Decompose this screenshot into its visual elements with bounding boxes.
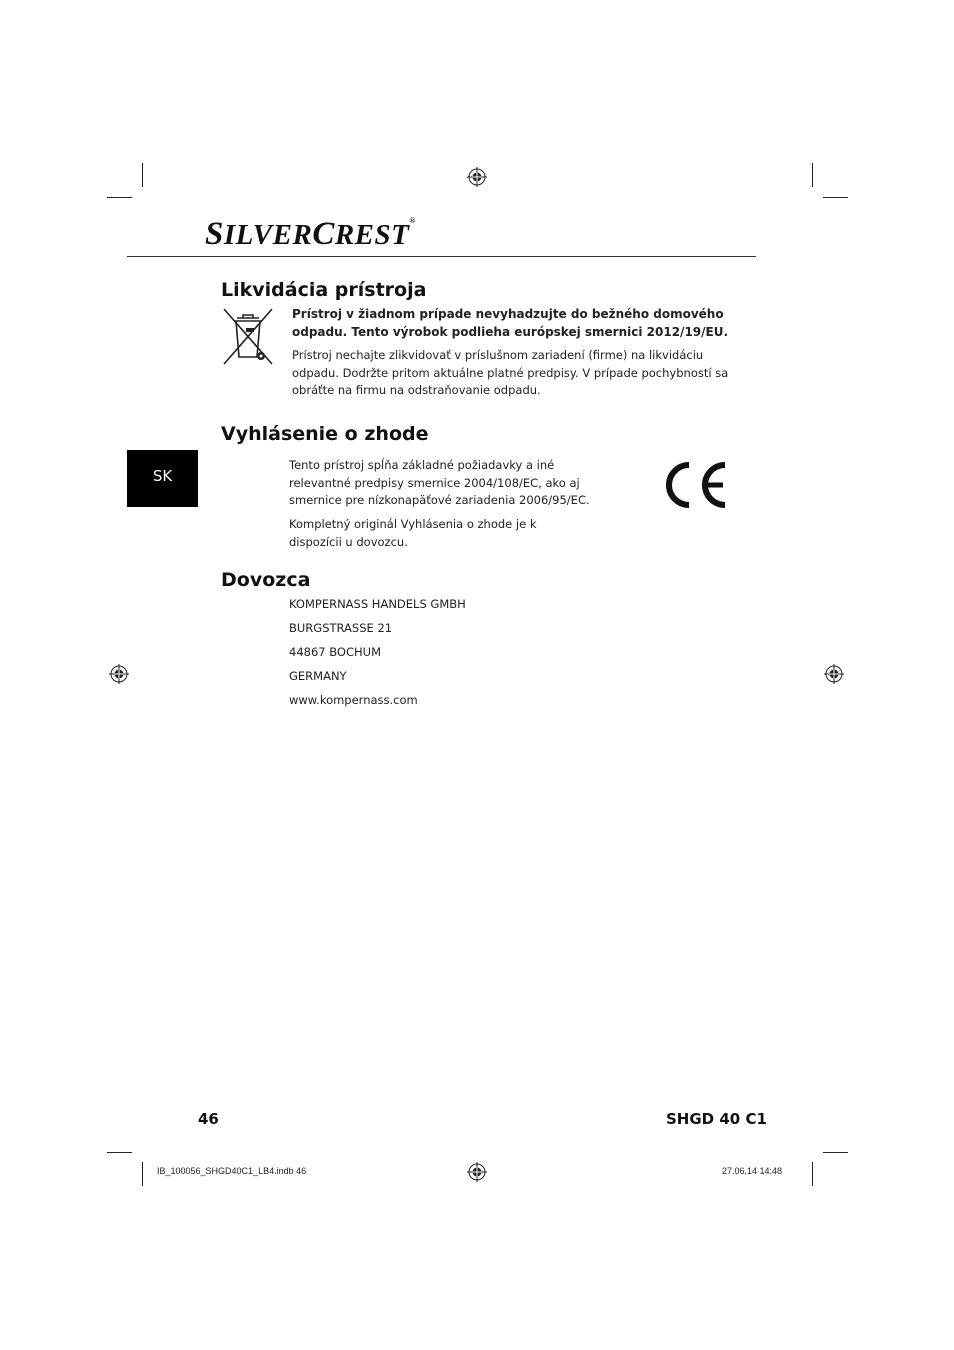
section-title-importer: Dovozca (221, 569, 311, 591)
conformity-text: Tento prístroj spĺňa základné požiadavky a iné relevantné predpisy smernice 2004/108/EC, ako aj smernice pre nízkonapäťové zariadenia 2006/95/EC. (289, 458, 590, 507)
disposal-text: Prístroj nechajte zlikvidovať v príslušnom zariadení (firme) na likvidáciu odpadu. Dodržte pritom aktuálne platné predpisy. V prípade pochybností sa obráťte na firmu na odstraňovanie odpadu. (292, 348, 729, 397)
crop-mark (107, 1152, 132, 1153)
importer-company: KOMPERNASS HANDELS GMBH (289, 597, 466, 611)
language-tab: SK (127, 450, 198, 507)
page-number: 46 (198, 1110, 219, 1128)
print-slug-date: 27.06.14 14:48 (722, 1166, 783, 1176)
importer-city: 44867 BOCHUM (289, 645, 381, 659)
crop-mark (823, 1152, 848, 1153)
crop-mark (812, 163, 813, 187)
brand-logo: SILVERCREST® (205, 216, 416, 252)
registration-mark-icon (467, 167, 487, 187)
crop-mark (142, 1162, 143, 1186)
importer-street: BURGSTRASSE 21 (289, 621, 393, 635)
registration-mark-icon (467, 1162, 487, 1182)
registration-mark-icon (109, 664, 129, 684)
crop-mark (107, 197, 132, 198)
header-rule (127, 256, 756, 257)
importer-country: GERMANY (289, 669, 347, 683)
importer-website-link[interactable]: www.kompernass.com (289, 693, 418, 707)
conformity-availability-text: Kompletný originál Vyhlásenia o zhode je k dispozícii u dovozcu. (289, 517, 537, 549)
crop-mark (812, 1162, 813, 1186)
crossed-out-wheelie-bin-icon (221, 306, 275, 368)
disposal-warning: Prístroj v žiadnom prípade nevyhadzujte do bežného domového odpadu. Tento výrobok podlieha európskej smernici 2012/19/EU. (292, 307, 729, 339)
ce-mark-icon (657, 461, 729, 509)
print-slug-file: IB_100056_SHGD40C1_LB4.indb 46 (157, 1166, 307, 1176)
registration-mark-icon (824, 664, 844, 684)
model-number: SHGD 40 C1 (666, 1110, 767, 1128)
crop-mark (823, 197, 848, 198)
section-title-disposal: Likvidácia prístroja (221, 279, 427, 301)
section-title-conformity: Vyhlásenie o zhode (221, 423, 429, 445)
crop-mark (142, 163, 143, 187)
